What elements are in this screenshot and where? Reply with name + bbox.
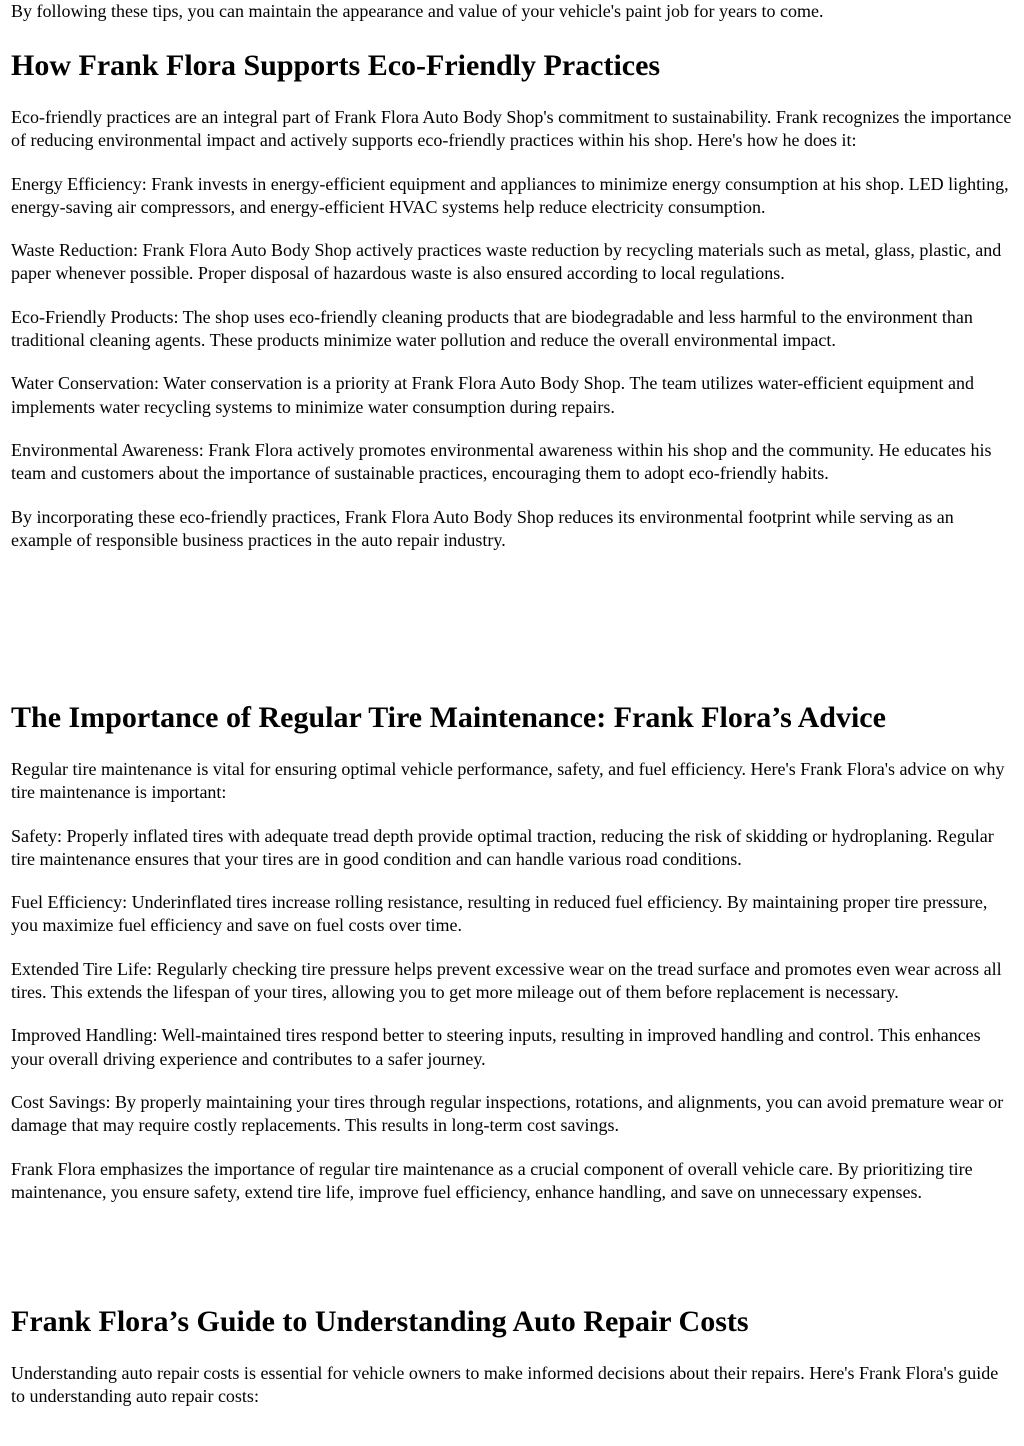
- paragraph: Water Conservation: Water conservation is a priority at Frank Flora Auto Body Shop. The team utilizes water-efficient equipment and implements water recycling systems to minimize water consumption during repairs.: [11, 373, 974, 417]
- paragraph: Eco-Friendly Products: The shop uses eco-friendly cleaning products that are biodegradable and less harmful to the environment than traditional cleaning agents. These products minimize water pollution and reduce the overall environmental impact.: [11, 306, 973, 351]
- paragraph: Eco-friendly practices are an integral part of Frank Flora Auto Body Shop's commitment to sustainability. Frank recognizes the importance of reducing environmental impact and actively supports eco-friendly practices within his shop. Here's how he does it:: [11, 107, 1012, 151]
- section-heading: Frank Flora’s Guide to Understanding Auto Repair Costs: [11, 1305, 749, 1338]
- section-eco-friendly: [11, 48, 1016, 572]
- paragraph: Regular tire maintenance is vital for ensuring optimal vehicle performance, safety, and fuel efficiency. Here's Frank Flora's advice on why tire maintenance is important:: [11, 759, 1005, 803]
- section-heading: How Frank Flora Supports Eco-Friendly Practices: [11, 49, 661, 82]
- paragraph: Waste Reduction: Frank Flora Auto Body Shop actively practices waste reduction by recycling materials such as metal, glass, plastic, and paper whenever possible. Proper disposal of hazardous waste is also ensured according to local regulations.: [11, 240, 1002, 284]
- paragraph: Environmental Awareness: Frank Flora actively promotes environmental awareness within his shop and the community. He educates his team and customers about the importance of sustainable practices, encouraging them to adopt eco-friendly habits.: [11, 439, 992, 484]
- paragraph: Extended Tire Life: Regularly checking tire pressure helps prevent excessive wear on the tread surface and promotes even wear across all tires. This extends the lifespan of your tires, allowing you to get more mileage out of them before replacement is necessary.: [11, 958, 1002, 1003]
- paragraph: Cost Savings: By properly maintaining your tires through regular inspections, rotations, and alignments, you can avoid premature wear or damage that may require costly replacements. This results in long-term cost savings.: [11, 1091, 1004, 1136]
- paragraph: Safety: Properly inflated tires with adequate tread depth provide optimal traction, reducing the risk of skidding or hydroplaning. Regular tire maintenance ensures that your tires are in good condition and can handle various road conditions.: [11, 825, 994, 869]
- paragraph: Energy Efficiency: Frank invests in energy-efficient equipment and appliances to minimize energy consumption at his shop. LED lighting, energy-saving air compressors, and energy-efficient HVAC systems help reduce electricity consumption.: [11, 173, 1009, 217]
- section-repair-costs: [11, 1304, 1016, 1429]
- intro-paragraph: By following these tips, you can maintain the appearance and value of your vehicle's paint job for years to come.: [11, 1, 824, 21]
- paragraph: Understanding auto repair costs is essential for vehicle owners to make informed decisions about their repairs. Here's Frank Flora's guide to understanding auto repair costs:: [11, 1363, 999, 1407]
- paragraph: Fuel Efficiency: Underinflated tires increase rolling resistance, resulting in reduced fuel efficiency. By maintaining proper tire pressure, you maximize fuel efficiency and save on fuel costs over time.: [11, 892, 988, 936]
- section-tire-maintenance: [11, 700, 1016, 1224]
- paragraph: Improved Handling: Well-maintained tires respond better to steering inputs, resulting in improved handling and control. This enhances your overall driving experience and contributes to a safer journey.: [11, 1025, 981, 1069]
- section-heading: The Importance of Regular Tire Maintenance: Frank Flora’s Advice: [11, 701, 886, 734]
- paragraph: By incorporating these eco-friendly practices, Frank Flora Auto Body Shop reduces its environmental footprint while serving as an example of responsible business practices in the auto repair industry.: [11, 506, 954, 550]
- paragraph: Frank Flora emphasizes the importance of regular tire maintenance as a crucial component of overall vehicle care. By prioritizing tire maintenance, you ensure safety, extend tire life, improve fuel efficiency, enhance handling, and save on unnecessary expenses.: [11, 1158, 973, 1202]
